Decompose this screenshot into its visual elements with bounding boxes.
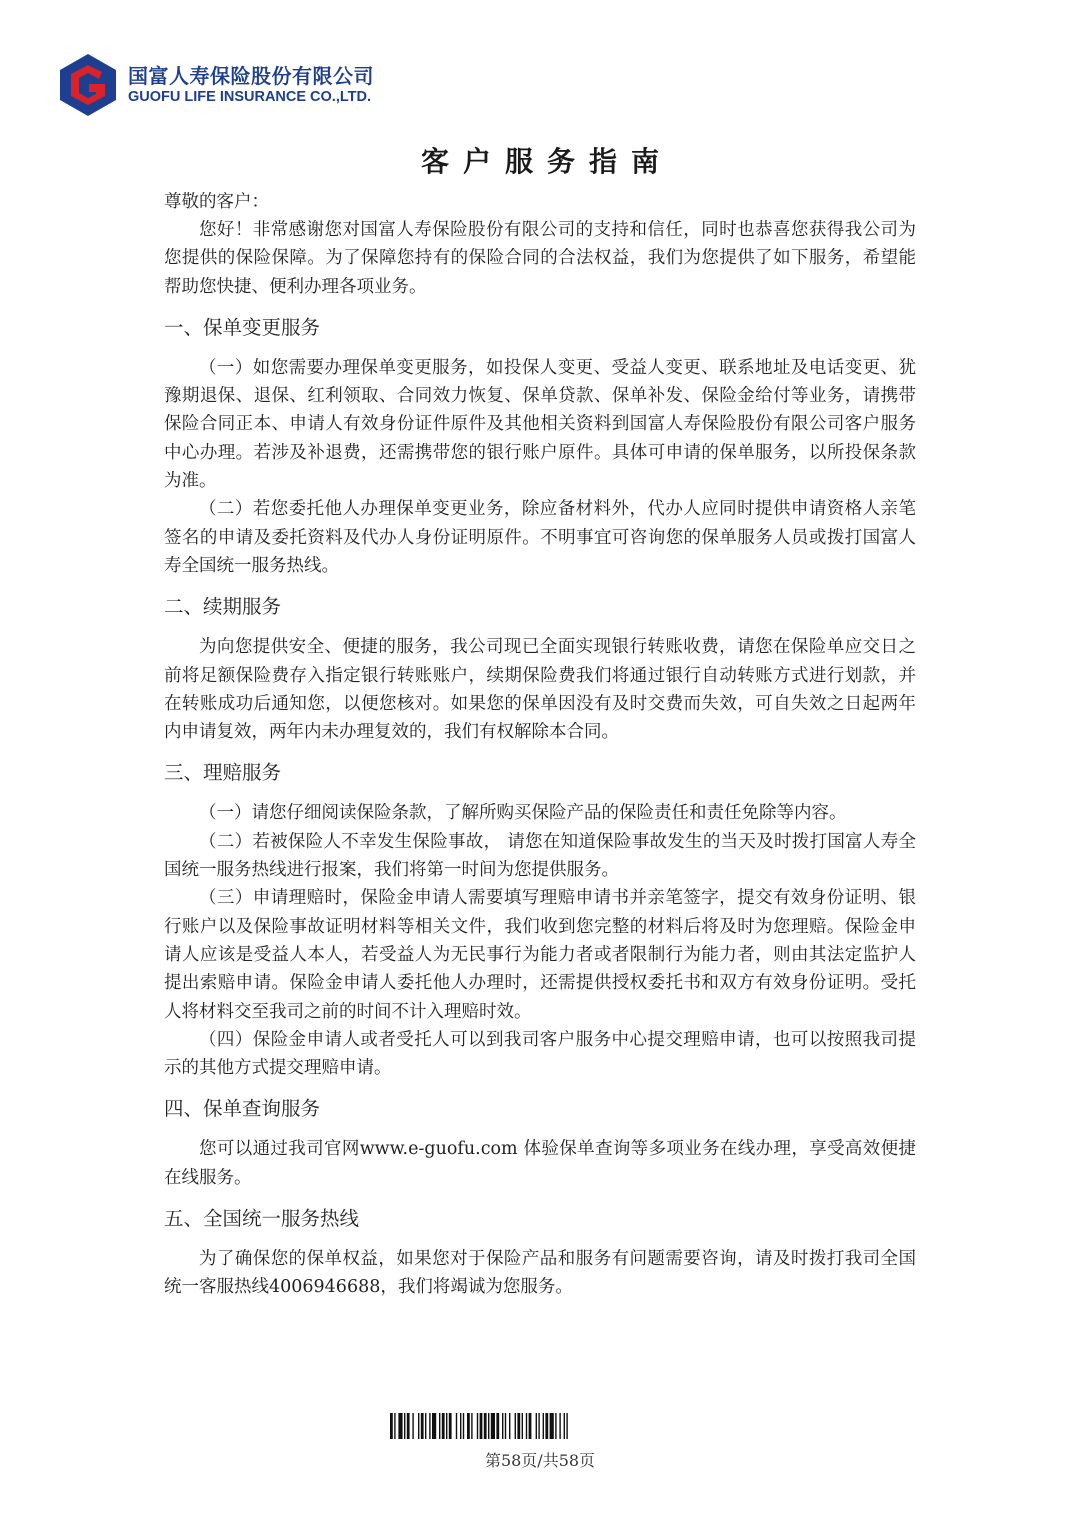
section-heading: 二、续期服务 [164,595,282,619]
section-heading: 四、保单查询服务 [164,1097,321,1121]
barcode-bar [545,1413,548,1439]
section-renewal [164,593,916,746]
section-paragraph: （一）如您需要办理保单变更服务，如投保人变更、受益人变更、联系地址及电话变更、犹豫期退保、退保、红利领取、合同效力恢复、保单贷款、保单补发、保险金给付等业务，请携带保险合同正本、申请人有效身份证件原件及其他相关资料到国富人寿保险股份有限公司客户服务中心办理。若涉及补退费，还需携带您的银行账户原件。具体可申请的保单服务，以所投保条款为准。 [164,357,916,492]
section-heading: 五、全国统一服务热线 [164,1207,360,1231]
barcode-bar [543,1413,544,1439]
logo-hexagon [60,54,116,116]
barcode-bar [460,1413,461,1439]
page-number: 第58页/共58页 [484,1451,596,1470]
barcode-bar [559,1413,560,1439]
document-title: 客户服务指南 [420,145,673,178]
barcode-bar [509,1413,510,1439]
section-heading: 一、保单变更服务 [164,315,321,339]
barcode-bar [467,1413,470,1439]
barcode-bar [418,1413,419,1439]
section-paragraph: 您可以通过我司官网www.e-guofu.com 体验保单查询等多项业务在线办理，享受高效便捷在线服务。 [164,1139,916,1188]
section-paragraph: （二）若被保险人不幸发生保险事故， 请您在知道保险事故发生的当天及时拨打国富人寿全国统一服务热线进行报案，我们将第一时间为您提供服务。 [164,831,916,881]
section-claims [164,759,916,1082]
barcode-bar [529,1413,532,1439]
section-hotline [164,1205,916,1302]
barcode-bar [439,1413,440,1439]
barcode-bar [538,1413,539,1439]
barcode-bar [496,1413,499,1439]
company-logo-icon [58,52,118,118]
barcode-bar [471,1413,472,1439]
barcode-bar [463,1413,464,1439]
document-body [164,188,916,1302]
section-policy-query [164,1095,916,1192]
barcode-bar [394,1413,395,1439]
company-names [128,64,374,106]
barcode-bar [526,1413,527,1439]
barcode-bar [566,1413,567,1439]
section-paragraph: 为了确保您的保单权益，如果您对于保险产品和服务有问题需要咨询，请及时拨打我司全国统一客服热线4006946688，我们将竭诚为您服务。 [164,1249,916,1298]
barcode-bar [515,1413,516,1439]
barcode-bar [550,1413,554,1439]
barcode-bar [522,1413,523,1439]
barcode-bar [456,1413,457,1439]
barcode-bar [421,1413,424,1439]
barcode-bar [398,1413,402,1439]
barcode-bar [449,1413,452,1439]
section-policy-change [164,314,916,580]
barcode-bar [412,1413,413,1439]
barcode-bar [480,1413,483,1439]
greeting: 尊敬的客户： [164,192,269,212]
intro-paragraph: 您好！非常感谢您对国富人寿保险股份有限公司的支持和信任，同时也恭喜您获得我公司为您提供的保险保障。为了保障您持有的保险合同的合法权益，我们为您提供了如下服务，希望能帮助您快捷、便利办理各项业务。 [164,220,916,297]
section-paragraph: （三）申请理赔时，保险金申请人需要填写理赔申请书并亲笔签字，提交有效身份证明、银行账户以及保险事故证明材料等相关文件，我们收到您完整的材料后将及时为您理赔。保险金申请人应该是受益人本人，若受益人为无民事行为能力者或者限制行为能力者，则由其法定监护人提出索赔申请。保险金申请人委托他人办理时，还需提供授权委托书和双方有效身份证明。受托人将材料交至我司之前的时间不计入理赔时效。 [164,888,916,1022]
barcode-bar [517,1413,520,1439]
section-heading: 三、理赔服务 [164,761,282,785]
barcode-bar [536,1413,537,1439]
barcode-bar [505,1413,506,1439]
barcode-icon [390,1413,696,1439]
barcode-bar [407,1413,410,1439]
company-name-en: GUOFU LIFE INSURANCE CO.,LTD. [128,89,372,105]
barcode-bar [442,1413,445,1439]
section-paragraph: （四）保险金申请人或者受托人可以到我司客户服务中心提交理赔申请，也可以按照我司提示的其他方式提交理赔申请。 [164,1029,916,1079]
section-paragraph: （二）若您委托他人办理保单变更业务，除应备材料外，代办人应同时提供申请资格人亲笔签名的申请及委托资料及代办人身份证明原件。不明事宜可咨询您的保单服务人员或拨打国富人寿全国统一服务热线。 [164,499,916,576]
barcode-bar [390,1413,393,1439]
barcode-bar [446,1413,447,1439]
barcode-bar [425,1413,426,1439]
barcode-bar [491,1413,495,1439]
barcode-bar [488,1413,489,1439]
company-name-cn: 国富人寿保险股份有限公司 [128,64,374,88]
barcode-bar [477,1413,478,1439]
barcode-bar [564,1413,565,1439]
section-paragraph: （一）请您仔细阅读保险条款，了解所购买保险产品的保险责任和责任免除等内容。 [199,803,847,824]
barcode-bar [502,1413,503,1439]
barcode-bar [555,1413,556,1439]
barcode-bar [432,1413,436,1439]
barcode-bar [404,1413,405,1439]
barcode-bar [429,1413,430,1439]
company-header [58,52,374,118]
barcode-bar [484,1413,487,1439]
section-paragraph: 为向您提供安全、便捷的服务，我公司现已全面实现银行转账收费，请您在保险单应交日之前将足额保险费存入指定银行转账账户，续期保险费我们将通过银行自动转账方式进行划款，并在转账成功后通知您，以便您核对。如果您的保单因没有及时交费而失效，可自失效之日起两年内申请复效，两年内未办理复效的，我们有权解除本合同。 [164,637,916,743]
